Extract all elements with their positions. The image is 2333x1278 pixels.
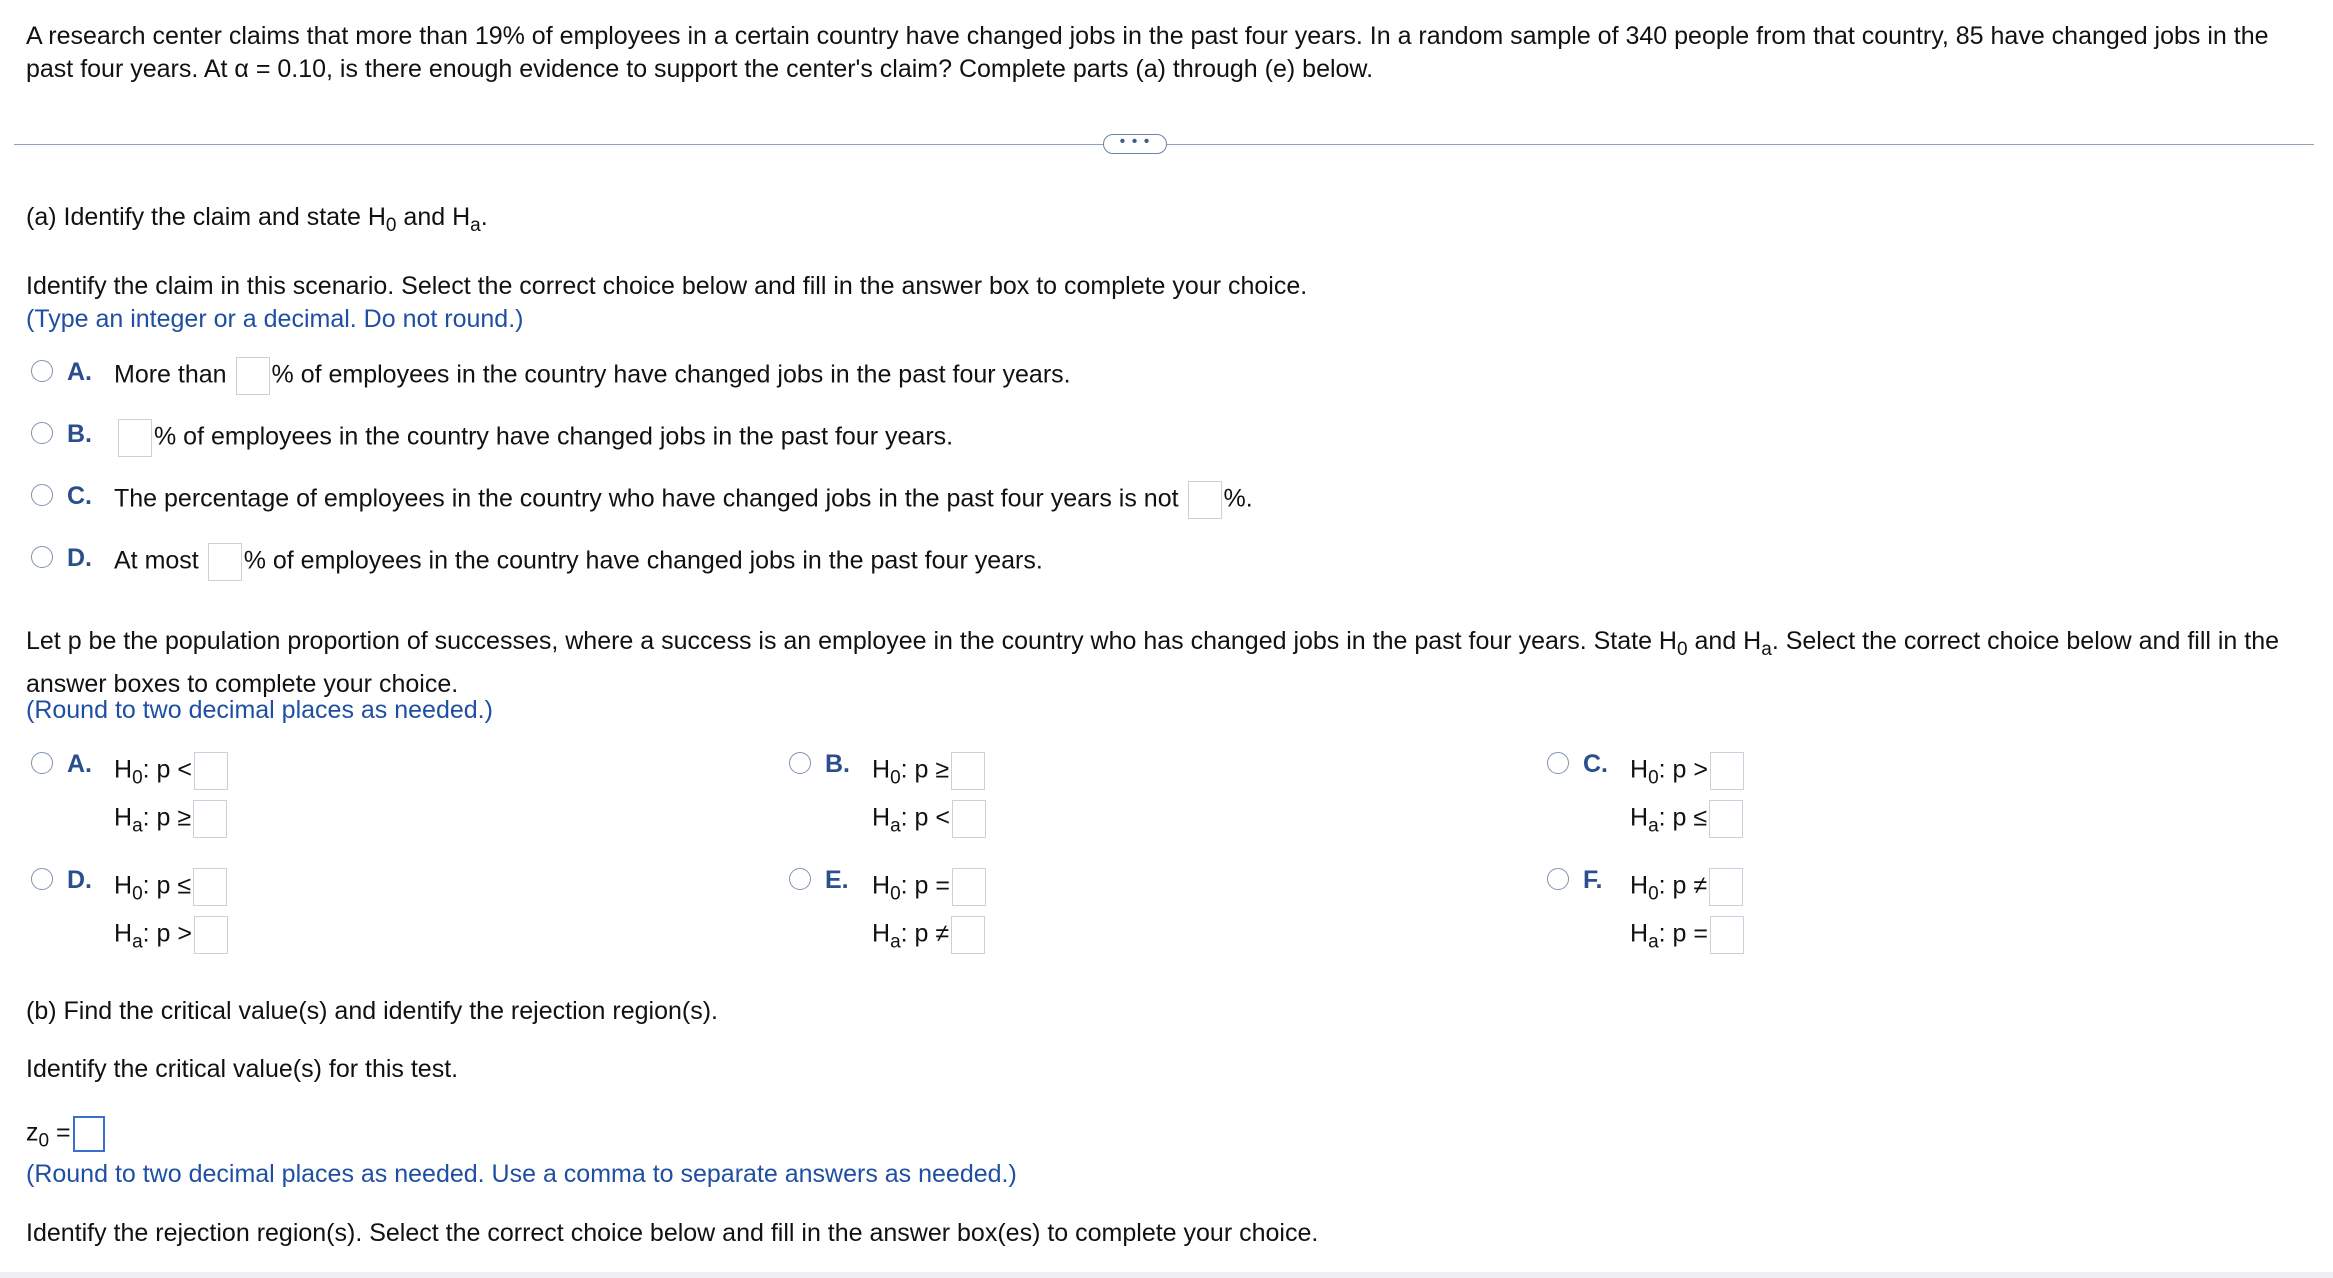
claim-choice-c-radio[interactable] xyxy=(31,484,53,506)
hyp-a-h0-box[interactable] xyxy=(194,752,228,790)
hyp-choice-c-radio[interactable] xyxy=(1547,752,1569,774)
claim-choice-a: More than % of employees in the country have changed jobs in the past four years. xyxy=(114,357,1071,395)
hyp-choice-f-radio[interactable] xyxy=(1547,868,1569,890)
hyp-choice-d-letter: D. xyxy=(67,866,92,894)
hyp-choice-b-radio[interactable] xyxy=(789,752,811,774)
hyp-a-ha: $H_a$: p ≥ xyxy=(114,800,229,838)
bottom-edge xyxy=(0,1272,2333,1278)
critical-value-row: $z_0$ = xyxy=(26,1116,107,1152)
critical-value-instruction: Identify the critical value(s) for this test. xyxy=(26,1055,459,1083)
hyp-e-h0-box[interactable] xyxy=(952,868,986,906)
hyp-choice-d-radio[interactable] xyxy=(31,868,53,890)
claim-choice-d-radio[interactable] xyxy=(31,546,53,568)
hyp-d-ha-box[interactable] xyxy=(194,916,228,954)
hyp-f-h0-box[interactable] xyxy=(1709,868,1743,906)
hypotheses-hint: (Round to two decimal places as needed.) xyxy=(26,696,493,724)
hyp-d-h0-box[interactable] xyxy=(193,868,227,906)
hyp-c-h0-box[interactable] xyxy=(1710,752,1744,790)
claim-choice-a-letter: A. xyxy=(67,358,92,386)
hyp-a-ha-box[interactable] xyxy=(193,800,227,838)
claim-choice-d-letter: D. xyxy=(67,544,92,572)
expand-more-button[interactable]: • • • xyxy=(1103,134,1167,154)
claim-instruction: Identify the claim in this scenario. Select the correct choice below and fill in the answer box to complete your choice. xyxy=(26,272,1308,300)
hyp-choice-c-letter: C. xyxy=(1583,750,1608,778)
hyp-choice-e-radio[interactable] xyxy=(789,868,811,890)
hyp-b-h0-box[interactable] xyxy=(951,752,985,790)
hyp-e-ha-box[interactable] xyxy=(951,916,985,954)
claim-choice-c: The percentage of employees in the country who have changed jobs in the past four years is not %. xyxy=(114,481,1253,519)
hyp-e-h0: $H_0$: p = xyxy=(872,868,988,906)
hyp-f-ha-box[interactable] xyxy=(1710,916,1744,954)
problem-statement: A research center claims that more than 19% of employees in a certain country have changed jobs in the past four years. In a random sample of 340 people from that country, 85 have changed jobs in the past four years. At α = 0.10, is there enough evidence to support the center's claim? Complete parts (a) through (e) below. xyxy=(26,22,2269,83)
hyp-choice-a-letter: A. xyxy=(67,750,92,778)
hyp-c-ha: $H_a$: p ≤ xyxy=(1630,800,1745,838)
hyp-a-h0: $H_0$: p < xyxy=(114,752,230,790)
hyp-d-ha: $H_a$: p > xyxy=(114,916,230,954)
claim-hint: (Type an integer or a decimal. Do not round.) xyxy=(26,305,524,333)
hyp-b-ha: $H_a$: p < xyxy=(872,800,988,838)
hyp-choice-e-letter: E. xyxy=(825,866,849,894)
hyp-c-ha-box[interactable] xyxy=(1709,800,1743,838)
claim-d-answer-box[interactable] xyxy=(208,543,242,581)
claim-choice-c-letter: C. xyxy=(67,482,92,510)
critical-value-hint: (Round to two decimal places as needed. Use a comma to separate answers as needed.) xyxy=(26,1160,1017,1188)
hypotheses-instruction: Let p be the population proportion of successes, where a success is an employee in the country who has changed jobs in the past four years. State $H_0$ and $H_a$. Select the correct choice below and fill in the answer boxes to complete your choice. xyxy=(26,627,2280,698)
part-a-heading: (a) Identify the claim and state $H_0$ and $H_a$. xyxy=(26,203,488,236)
claim-a-answer-box[interactable] xyxy=(236,357,270,395)
claim-b-answer-box[interactable] xyxy=(118,419,152,457)
part-b-heading: (b) Find the critical value(s) and identify the rejection region(s). xyxy=(26,997,718,1025)
claim-choice-b-radio[interactable] xyxy=(31,422,53,444)
hyp-b-ha-box[interactable] xyxy=(952,800,986,838)
rejection-region-instruction: Identify the rejection region(s). Select the correct choice below and fill in the answer box(es) to complete your choice. xyxy=(26,1219,1319,1247)
hyp-b-h0: $H_0$: p ≥ xyxy=(872,752,987,790)
claim-choice-b: % of employees in the country have changed jobs in the past four years. xyxy=(116,419,953,457)
hyp-e-ha: $H_a$: p ≠ xyxy=(872,916,987,954)
critical-value-input[interactable] xyxy=(73,1116,105,1152)
hyp-choice-b-letter: B. xyxy=(825,750,850,778)
hyp-d-h0: $H_0$: p ≤ xyxy=(114,868,229,906)
claim-choice-a-radio[interactable] xyxy=(31,360,53,382)
hyp-f-ha: $H_a$: p = xyxy=(1630,916,1746,954)
hyp-choice-f-letter: F. xyxy=(1583,866,1603,894)
hyp-c-h0: $H_0$: p > xyxy=(1630,752,1746,790)
hyp-f-h0: $H_0$: p ≠ xyxy=(1630,868,1745,906)
claim-c-answer-box[interactable] xyxy=(1188,481,1222,519)
claim-choice-d: At most % of employees in the country have changed jobs in the past four years. xyxy=(114,543,1043,581)
hyp-choice-a-radio[interactable] xyxy=(31,752,53,774)
claim-choice-b-letter: B. xyxy=(67,420,92,448)
